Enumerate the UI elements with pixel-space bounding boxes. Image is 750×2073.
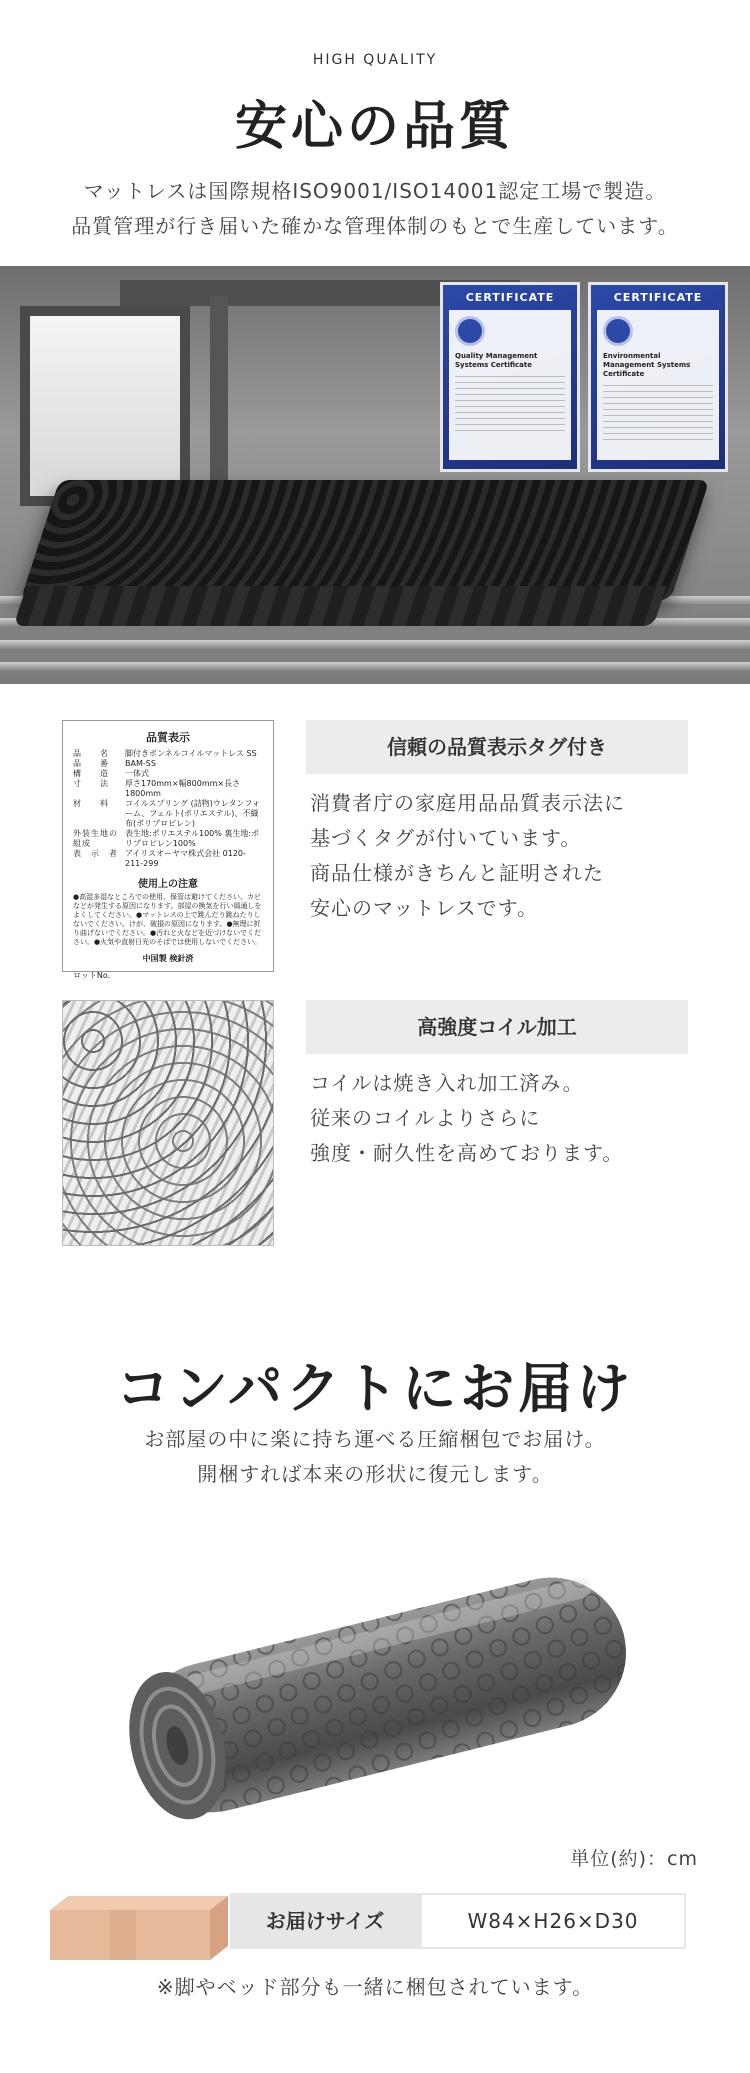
feature-line: コイルは焼き入れ加工済み。 xyxy=(310,1071,584,1095)
tag-row xyxy=(73,779,263,799)
quality-intro-line-1: マットレスは国際規格ISO9001/ISO14001認定工場で製造。 xyxy=(83,179,667,203)
mattress-side xyxy=(14,586,667,626)
factory-window xyxy=(20,306,190,506)
rolled-mattress-photo xyxy=(90,1540,670,1840)
feature-line: 従来のコイルよりさらに xyxy=(310,1106,541,1130)
feature-heading-coil: 高強度コイル加工 xyxy=(306,1000,688,1054)
section-eyebrow: HIGH QUALITY xyxy=(312,52,438,68)
quality-intro xyxy=(0,174,750,244)
quality-title: 安心の品質 xyxy=(234,97,515,157)
certificate-text-lines xyxy=(455,376,565,436)
quality-certificate xyxy=(440,282,580,472)
tag-row xyxy=(73,769,263,779)
certificate-heading: CERTIFICATE xyxy=(613,291,703,304)
compact-intro-line-2: 開梱すれば本来の形状に復元します。 xyxy=(197,1462,553,1486)
certificate-text-lines xyxy=(603,385,713,445)
tag-row-key: 品 番 xyxy=(73,759,109,768)
compact-intro xyxy=(0,1422,750,1492)
tag-row-key: 構 造 xyxy=(73,769,109,778)
feature-body-coil xyxy=(310,1066,710,1171)
certificate-subtitle: Environmental Management Systems Certificate xyxy=(603,352,691,378)
tag-row xyxy=(73,849,263,869)
tag-row-value: BAM-SS xyxy=(125,759,156,768)
tag-row-value: 表生地:ポリエステル100% 裏生地:ポリプロピレン100% xyxy=(125,829,260,848)
tag-row-key: 外装生地の組成 xyxy=(73,829,118,848)
tag-row xyxy=(73,799,263,829)
tag-notes-title: 使用上の注意 xyxy=(138,879,198,890)
tag-row-key: 表 示 者 xyxy=(73,849,118,858)
compact-title: コンパクトにお届け xyxy=(115,1357,635,1420)
tag-row xyxy=(73,759,263,769)
certificate-heading: CERTIFICATE xyxy=(465,291,555,304)
tag-row-value: 厚さ170mm×幅800mm×長さ1800mm xyxy=(125,779,241,798)
certificate-body xyxy=(597,310,719,460)
feature-heading-tag: 信頼の品質表示タグ付き xyxy=(306,720,688,774)
quality-intro-line-2: 品質管理が行き届いた確かな管理体制のもとで生産しています。 xyxy=(71,214,679,238)
packaging-footnote: ※脚やベッド部分も一緒に梱包されています。 xyxy=(156,1975,594,1999)
tag-row-value: コイルスプリング (詰物)ウレタンフォーム、フェルト(ポリエステル)、不織布(ポリプロピレン) xyxy=(125,799,261,828)
conveyor-roller xyxy=(0,640,750,650)
tag-row-value: 脚付きボンネルコイルマットレス SS xyxy=(125,749,257,758)
feature-line: 強度・耐久性を高めております。 xyxy=(310,1141,624,1165)
certificate-subtitle: Quality Management Systems Certificate xyxy=(455,352,538,369)
tag-row xyxy=(73,749,263,759)
tag-row-key: 材 料 xyxy=(73,799,109,808)
tag-row-key: 品 名 xyxy=(73,749,109,758)
delivery-size-label: お届けサイズ xyxy=(230,1893,420,1949)
delivery-size-value: W84×H26×D30 xyxy=(420,1893,686,1949)
tag-row-value: アイリスオーヤマ株式会社 0120-211-299 xyxy=(125,849,246,868)
feature-line: 商品仕様がきちんと証明された xyxy=(310,861,604,885)
coil-spring-photo xyxy=(62,1000,274,1246)
feature-line: 基づくタグが付いています。 xyxy=(310,826,582,850)
tag-title: 品質表示 xyxy=(146,731,190,744)
shipping-box-icon xyxy=(40,1888,232,1964)
feature-body-tag xyxy=(310,786,710,926)
conveyor-roller xyxy=(0,662,750,672)
feature-line: 消費者庁の家庭用品品質表示法に xyxy=(310,791,625,815)
tag-made-in: 中国製 検針済 xyxy=(142,954,194,963)
tag-row-value: 一体式 xyxy=(125,769,149,778)
tag-notes: ●高湿多湿なところでの使用、保管は避けてください。カビなどが発生する原因になります。部屋の換気を行い風通しをよくしてください。●マットレスの上で跳んだり跳ねたりしないでください。けが、破損の原因になります。●無理に折り曲げないでください。●汚れと火などを近づけないでください。●火気や直射日光のそばでは使用しないでください。 xyxy=(73,893,262,946)
feature-line: 安心のマットレスです。 xyxy=(310,896,538,920)
certificate-body xyxy=(449,310,571,460)
unit-label: 単位(約)：cm xyxy=(570,1848,698,1870)
environmental-certificate xyxy=(588,282,728,472)
certificate-seal-icon xyxy=(603,316,633,346)
certificate-seal-icon xyxy=(455,316,485,346)
tag-row xyxy=(73,829,263,849)
compact-intro-line-1: お部屋の中に楽に持ち運べる圧縮梱包でお届け。 xyxy=(144,1427,606,1451)
mattress-photo xyxy=(21,480,710,600)
tag-row-key: 寸 法 xyxy=(73,779,109,788)
tag-lot-number: ロットNo. xyxy=(73,971,111,980)
quality-tag-image xyxy=(62,720,274,980)
factory-photo xyxy=(0,266,750,684)
